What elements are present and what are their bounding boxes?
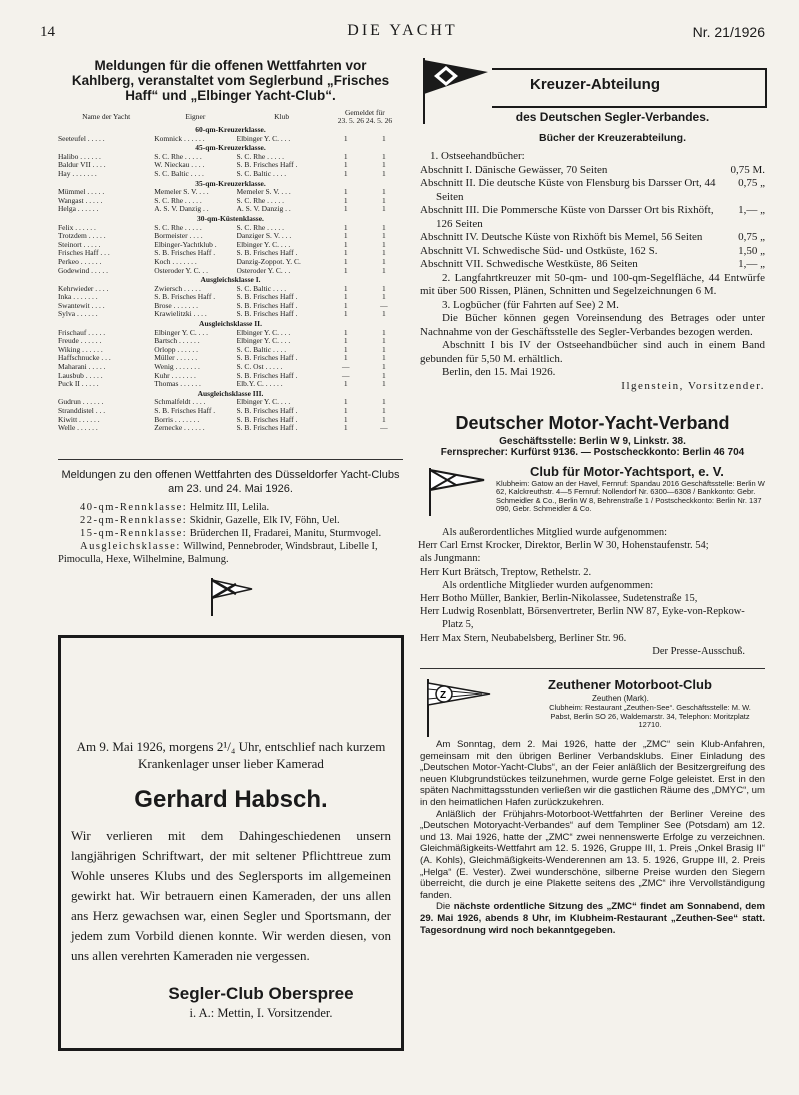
section-item: Abschnitt IV. Deutsche Küste von Rixhöft bis Memel, 56 Seiten 0,75 „ <box>420 231 765 243</box>
cmy-p8: Herr Max Stern, Neubabelsberg, Berliner Str. 96. <box>420 632 627 644</box>
zmc-info: Clubheim: Restaurant „Zeuthen-See“. Geschäftsstelle: M. W. Pabst, Berlin SO 26, Waldemarstr. 34, Telephon: Moritzplatz 12710. <box>549 703 751 730</box>
duesseldorf-line: 22-qm-Rennklasse: Skidnir, Gazelle, Elk IV, Föhn, Uel. <box>80 514 340 526</box>
duesseldorf-title: Meldungen zu den offenen Wettfahrten des Düsseldorfer Yacht-Clubs am 23. und 24. Mai 1926. <box>61 468 400 495</box>
cmy-p3: als Jungmann: <box>420 553 481 565</box>
sections-list <box>420 164 765 272</box>
table-row: Haffschnucke . . . Müller . . . . . . S. B. Frisches Haff . 1 1 <box>58 354 386 363</box>
cmy-title: Club für Motor-Yachtsport, e. V. <box>530 464 724 479</box>
col-yacht: Name der Yacht <box>82 112 131 121</box>
item-1: 1. Ostseehandbücher: <box>430 150 525 162</box>
zmc-title: Zeuthener Motorboot-Club <box>548 677 712 693</box>
kreuzer-title: Kreuzer-Abteilung <box>530 76 661 93</box>
table-row: Mümmel . . . . . Memeler S. V. . . . Memeler S. V. . . . 1 1 <box>58 188 386 197</box>
section-item: Abschnitt I. Dänische Gewässer, 70 Seiten 0,75 M. <box>420 163 765 176</box>
kreuzer-date: Berlin, den 15. Mai 1926. <box>442 366 556 378</box>
table-row: Helga . . . . . . A. S. V. Danzig . . A. S. V. Danzig . . 1 1 <box>58 205 386 214</box>
class-heading: Ausgleichsklasse III. <box>197 388 264 398</box>
journal-title: DIE YACHT <box>347 22 458 39</box>
page-number: 14 <box>40 24 55 40</box>
table-row: Freude . . . . . . Bartsch . . . . . . Elbinger Y. C. . . . 1 1 <box>58 337 386 346</box>
kreuzer-signed: Ilgenstein, Vorsitzender. <box>621 379 765 392</box>
table-row: Hay . . . . . . . S. C. Baltic . . . . S. C. Baltic . . . . 1 1 <box>58 169 386 178</box>
class-heading: 35-qm-Kreuzerklasse. <box>195 178 266 188</box>
duesseldorf-line: Ausgleichsklasse: Willwind, Pennebroder, Windsbraut, Libelle I, Pimoculla, Hexe, Wilhelmine, Balmung. <box>58 540 378 565</box>
zmc-p3: Die nächste ordentliche Sitzung des „ZMC“ findet am Sonnabend, dem 29. Mai 1926, abends 8 Uhr, im Klubheim-Restaurant „Zeuthen-See“ statt. Tagesordnung wird noch bekanntgegeben. <box>420 901 766 936</box>
club-pennant-icon <box>206 576 256 616</box>
zmc-place: Zeuthen (Mark). <box>592 694 649 704</box>
col-gemeldet: Gemeldet für 23. 5. 26 24. 5. 26 <box>337 109 393 125</box>
kreuzer-subtitle: des Deutschen Segler-Verbandes. <box>515 110 710 124</box>
table-header <box>58 109 403 125</box>
col-club: Klub <box>274 112 290 121</box>
class-heading: Ausgleichsklasse I. <box>200 275 261 285</box>
table-row: Perkeo . . . . . . Koch . . . . . . . Danzig-Zoppot. Y. C. 1 1 <box>58 257 386 266</box>
section-item: Abschnitt II. Die deutsche Küste von Flensburg bis Darsser Ort, 44 Seiten 0,75 „ <box>420 177 765 203</box>
table-row: Wangast . . . . . S. C. Rhe . . . . . S. C. Rhe . . . . . 1 1 <box>58 196 386 205</box>
table-row: Gudrun . . . . . . Schmalfeldt . . . . Elbinger Y. C. . . . 1 1 <box>58 398 386 407</box>
table-row: Inka . . . . . . . S. B. Frisches Haff . S. B. Frisches Haff . 1 1 <box>58 293 386 302</box>
cmy-p6: Herr Botho Müller, Bankier, Berlin-Nikolassee, Sudetenstraße 15, <box>420 593 698 605</box>
class-heading: 30-qm-Küstenklasse. <box>197 213 264 223</box>
divider <box>58 459 403 460</box>
table-row: Kiwitt . . . . . . Borris . . . . . . . S. B. Frisches Haff . 1 1 <box>58 415 386 424</box>
entries-body <box>58 125 403 433</box>
zmc-p2: Anläßlich der Frühjahrs-Motorboot-Wettfahrten der Berliner Vereine des „Deutschen Motoryacht-Verbandes“ auf dem Templiner See (Potsdam) am 12. und 13. Mai 1926, hatte der „ZMC“ zwei nennenswerte Erfolge zu verzeichnen. Gleichmäßigkeits-Wettfahrt am 12. 5. 1926, Gruppe III, 1. Preis „Onkel Brasig II“ (A. Kohls), Gleichmäßigkeits-Wenderennen am 13. 5. 1926, Gruppe III, 2. Preis „Helga“ (E. Vester). Zwei wunderschöne, silberne Preise wurden den Siegern überreicht, die durch je eine Plakette seitens des „ZMC“ ihre Vervollständigung fanden. <box>420 808 765 901</box>
table-row: Steinort . . . . . Elbinger-Yachtklub . Elbinger Y. C. . . . 1 1 <box>58 240 386 249</box>
section-item: Abschnitt VI. Schwedische Süd- und Ostküste, 162 S. 1,50 „ <box>420 244 765 257</box>
table-row: Halibo . . . . . . S. C. Rhe . . . . . S. C. Rhe . . . . . 1 1 <box>58 152 386 161</box>
obituary-intro: Am 9. Mai 1926, morgens 2¹/₄ Uhr, entschlief nach kurzem Krankenlager unser lieber Kamerad <box>76 739 386 771</box>
note-1: Die Bücher können gegen Voreinsendung des Betrages oder unter Nachnahme von der Geschäftsstelle des Segler-Verbandes bezogen werden. <box>420 312 765 338</box>
note-2: Abschnitt I bis IV der Ostseehandbücher sind auch in einem Band gebunden für 5,50 M. erhältlich. <box>420 339 765 365</box>
books-heading: Bücher der Kreuzerabteilung. <box>538 132 687 144</box>
table-row: Maharani . . . . . Wenig . . . . . . . S. C. Ost . . . . . — 1 <box>58 363 386 372</box>
item-3: 3. Logbücher (für Fahrten auf See) 2 M. <box>442 298 619 311</box>
zmc-p1: Am Sonntag, dem 2. Mai 1926, hatte der „ZMC“ sein Klub-Anfahren, gemeinsam mit den übrigen Berliner Verbandsklubs. Einer Einladung des „Deutschen Motor-Yacht-Clubs“, an der Feier anläßlich der Besitzergreifung des neuen Klubgrundstückes teilzunehmen, wurde gerne Folge geleistet. Erst in den späten Nachmittagsstunden verließen wir die gastlichen Räume des „DMYC“, um in den heimatlichen Hafen zurückzukehren. <box>420 739 765 808</box>
table-row: Kehrwieder . . . . Zwiersch . . . . . S. C. Baltic . . . . 1 1 <box>58 284 386 293</box>
cmy-pennant-icon <box>426 466 486 516</box>
obituary-box <box>58 635 404 1051</box>
cmy-p7: Herr Ludwig Rosenblatt, Börsenvertreter, Berlin NW 87, Eyke-von-Repkow-Platz 5, <box>420 606 745 631</box>
issue-number: Nr. 21/1926 <box>692 24 765 40</box>
item-2: 2. Langfahrtkreuzer mit 50-qm- und 100-qm-Segelfläche, 44 Entwürfe mit über 500 Rissen, Plänen, Schnitten und Segelzeichnungen 6 M. <box>420 271 765 297</box>
duesseldorf-list <box>58 501 403 566</box>
table-row: Godewind . . . . . Osteroder Y. C. . . Osteroder Y. C. . . 1 1 <box>58 266 386 275</box>
svg-text:Z: Z <box>440 690 447 702</box>
table-row: Swantewit . . . . Brose . . . . . . . S. B. Frisches Haff . 1 — <box>58 301 388 310</box>
page-header <box>40 22 765 42</box>
meldungen-title: Meldungen für die offenen Wettfahrten vor Kahlberg, veranstaltet vom Seglerbund „Frisches Haff“ und „Elbinger Yacht-Club“. <box>71 58 390 103</box>
cmy-info: Klubheim: Gatow an der Havel, Fernruf: Spandau 2016 Geschäftsstelle: Berlin W 62, Kalckreuthstr. 4—5 Fernruf: Nollendorf Nr. 6300—6308 / Bankkonto: Gebr. Schmeidler & Co., Berlin W 8, Behrenstraße 1 / Postscheckkonto: Berlin Nr. 137 090, Gebr. Schmeidler & Co. <box>496 479 765 514</box>
dmyv-address: Geschäftsstelle: Berlin W 9, Linkstr. 38. <box>499 436 686 447</box>
obituary-club: Segler-Club Oberspree <box>168 984 354 1003</box>
obituary-signed: i. A.: Mettin, I. Vorsitzender. <box>189 1006 333 1020</box>
table-row: Puck II . . . . . Thomas . . . . . . Elb.Y. C. . . . . . 1 1 <box>58 380 386 389</box>
obituary-body: Wir verlieren mit dem Dahingeschiedenen unsern langjährigen Schriftwart, der mit seltener Pflichttreue zum Wohle unseres Klubs und des Seglersports im allgemeinen gewirkt hat. Wir betrauern einen Kameraden, der uns allen ans Herz gewachsen war, einen Segler und Sportsmann, der jedem zum Vorbild dienen konnte. Wir werden diesen, von uns allen verehrten Kameraden nie vergessen. <box>71 828 391 963</box>
right-column <box>420 58 765 936</box>
zmc-pennant-icon <box>424 677 492 737</box>
entries-table <box>58 109 403 433</box>
class-heading: 45-qm-Kreuzerklasse. <box>195 143 266 153</box>
cmy-p4: Herr Kurt Brätsch, Treptow, Rethelstr. 2. <box>420 566 592 578</box>
class-heading: Ausgleichsklasse II. <box>199 319 262 329</box>
duesseldorf-line: 15-qm-Rennklasse: Brüderchen II, Fradarei, Manitu, Sturmvogel. <box>80 527 382 539</box>
cmy-p2: Herr Carl Ernst Krocker, Direktor, Berlin W 30, Hohenstaufenstr. 54; <box>418 540 709 552</box>
table-row: Felix . . . . . . S. C. Rhe . . . . . S. C. Rhe . . . . . 1 1 <box>58 223 386 232</box>
section-item: Abschnitt III. Die Pommersche Küste von Darsser Ort bis Rixhöft, 126 Seiten 1,— „ <box>420 204 765 230</box>
class-heading: 60-qm-Kreuzerklasse. <box>195 125 266 134</box>
table-row: Lausbub . . . . . Kuhr . . . . . . . S. B. Frisches Haff . — 1 <box>58 371 386 380</box>
cmy-p1: Als außerordentliches Mitglied wurde aufgenommen: <box>442 527 668 538</box>
divider <box>420 668 765 669</box>
table-row: Frisches Haff . . . S. B. Frisches Haff . S. B. Frisches Haff . 1 1 <box>58 249 386 258</box>
col-owner: Eigner <box>185 112 206 121</box>
dmyv-phone: Fernsprecher: Kurfürst 9136. — Postscheckkonto: Berlin 46 704 <box>440 447 745 458</box>
table-row: Sylva . . . . . . Krawielitzki . . . . S. B. Frisches Haff . 1 1 <box>58 310 386 319</box>
dmyv-title: Deutscher Motor-Yacht-Verband <box>455 413 730 433</box>
kreuzer-pennant-icon <box>416 54 492 124</box>
table-row: Frischauf . . . . . Elbinger Y. C. . . . Elbinger Y. C. . . . 1 1 <box>58 328 386 337</box>
duesseldorf-line: 40-qm-Rennklasse: Helmitz III, Lelila. <box>80 501 270 513</box>
left-column <box>58 58 403 616</box>
section-item: Abschnitt VII. Schwedische Westküste, 86 Seiten 1,— „ <box>420 258 765 270</box>
table-row: Trotzdem . . . . . Bormeister . . . . Danziger S. V. . . . 1 1 <box>58 232 386 241</box>
cmy-signed: Der Presse-Ausschuß. <box>652 645 745 657</box>
table-row: Seeteufel . . . . . Komnick . . . . . . Elbinger Y. C. . . . 1 1 <box>58 134 386 143</box>
table-row: Baldur VII . . . . W. Nieckau . . . . S. B. Frisches Haff . 1 1 <box>58 161 386 170</box>
obituary-name: Gerhard Habsch. <box>134 786 328 813</box>
table-row: Wiking . . . . . . Orlopp . . . . . . S. C. Baltic . . . . 1 1 <box>58 345 386 354</box>
table-row: Welle . . . . . . Zernecke . . . . . . S. B. Frisches Haff . 1 — <box>58 424 388 433</box>
table-row: Stranddistel . . . S. B. Frisches Haff . S. B. Frisches Haff . 1 1 <box>58 407 386 415</box>
cmy-p5: Als ordentliche Mitglieder wurden aufgenommen: <box>442 579 654 591</box>
